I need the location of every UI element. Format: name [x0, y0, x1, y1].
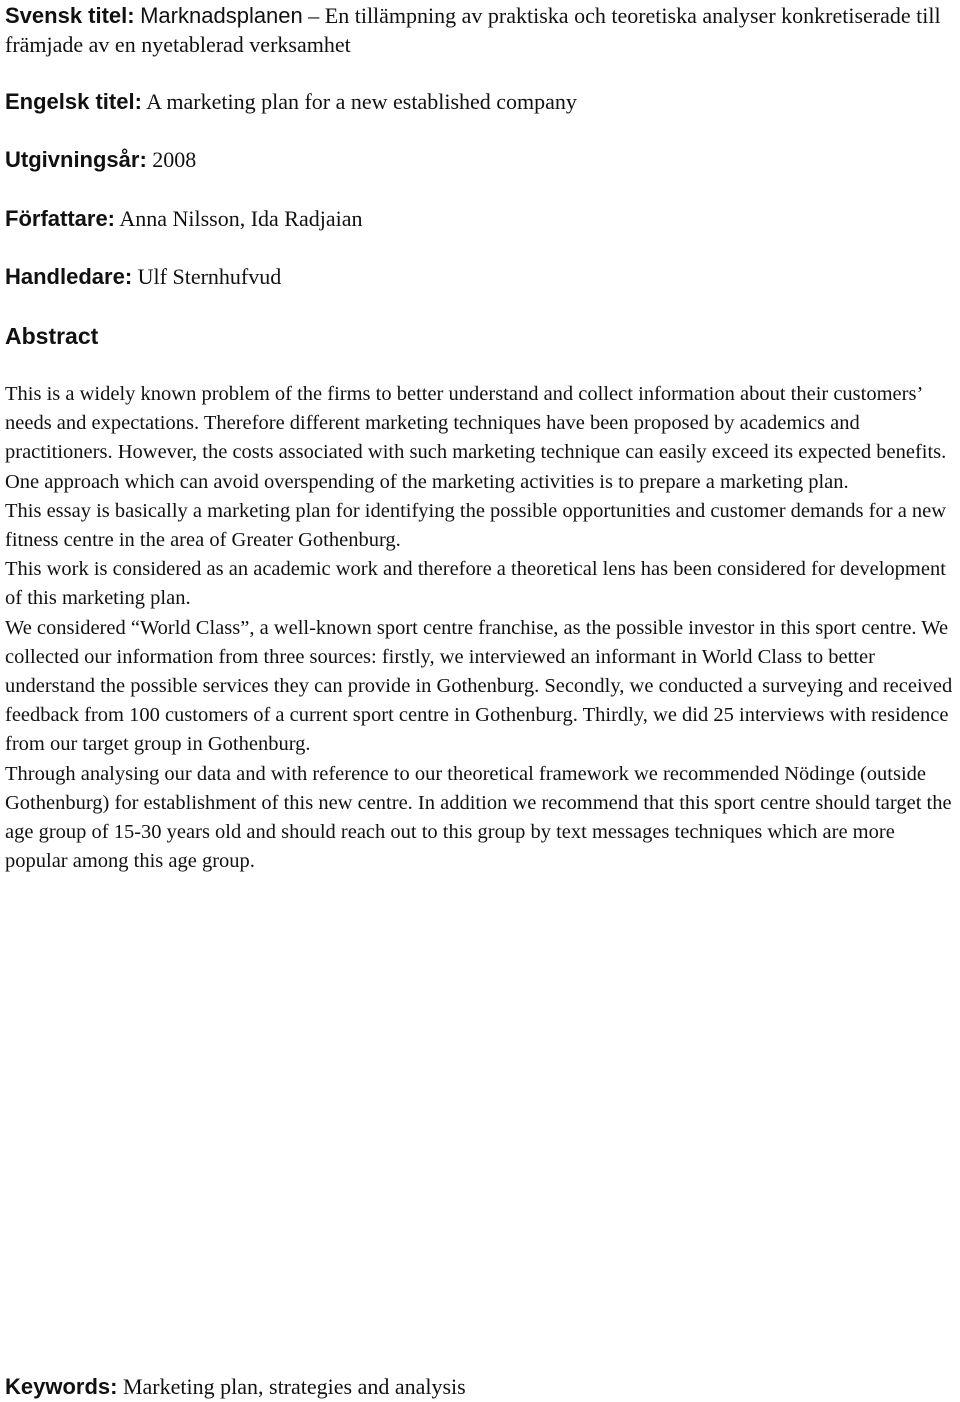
- supervisor-row: [5, 264, 281, 290]
- keywords-value: Marketing plan, strategies and analysis: [122, 1374, 466, 1399]
- publication-year-label: Utgivningsår:: [5, 147, 147, 172]
- english-title-value: A marketing plan for a new established company: [146, 89, 577, 114]
- abstract-body: [5, 380, 957, 876]
- supervisor-label: Handledare:: [5, 264, 133, 289]
- english-title-label: Engelsk titel:: [5, 89, 142, 114]
- keywords-label: Keywords:: [5, 1374, 118, 1399]
- swedish-title-main: Marknadsplanen: [140, 3, 303, 28]
- keywords-row: [5, 1374, 466, 1400]
- abstract-paragraph: Through analysing our data and with reference to our theoretical framework we recommended Nödinge (outside Gothenburg) for establishment of this new centre. In addition we recommend that this sport centre should target the age group of 15-30 years old and should reach out to this group by text messages techniques which are more popular among this age group.: [5, 762, 952, 873]
- abstract-paragraph: We considered “World Class”, a well-known sport centre franchise, as the possible investor in this sport centre. We collected our information from three sources: firstly, we interviewed an informant in World Class to better understand the possible services they can provide in Gothenburg. Secondly, we conducted a surveying and received feedback from 100 customers of a current sport centre in Gothenburg. Thirdly, we did 25 interviews with residence from our target group in Gothenburg.: [5, 616, 953, 756]
- publication-year-row: [5, 147, 196, 173]
- authors-value: Anna Nilsson, Ida Radjaian: [119, 206, 363, 231]
- abstract-paragraph: This work is considered as an academic work and therefore a theoretical lens has been considered for development of this marketing plan.: [5, 558, 946, 610]
- document-page: [5, 0, 957, 1402]
- abstract-paragraph: This essay is basically a marketing plan for identifying the possible opportunities and customer demands for a new fitness centre in the area of Greater Gothenburg.: [5, 499, 947, 552]
- publication-year-value: 2008: [152, 147, 197, 172]
- swedish-title-block: [5, 1, 945, 59]
- abstract-heading: Abstract: [5, 323, 99, 349]
- swedish-title-label: Svensk titel:: [5, 3, 135, 28]
- english-title-row: [5, 89, 577, 115]
- abstract-paragraph: This is a widely known problem of the firms to better understand and collect information about their customers’ needs and expectations. Therefore different marketing techniques have been proposed by academics and practitioners. However, the costs associated with such marketing technique can easily exceed its expected benefits. One approach which can avoid overspending of the marketing activities is to prepare a marketing plan.: [5, 383, 947, 493]
- supervisor-value: Ulf Sternhufvud: [137, 264, 282, 289]
- authors-row: [5, 206, 362, 232]
- swedish-title-rest: – En tillämpning av praktiska och teoretiska analyser konkretiserade till främjade av en nyetablerad verksamhet: [5, 3, 941, 57]
- authors-label: Författare:: [5, 206, 116, 231]
